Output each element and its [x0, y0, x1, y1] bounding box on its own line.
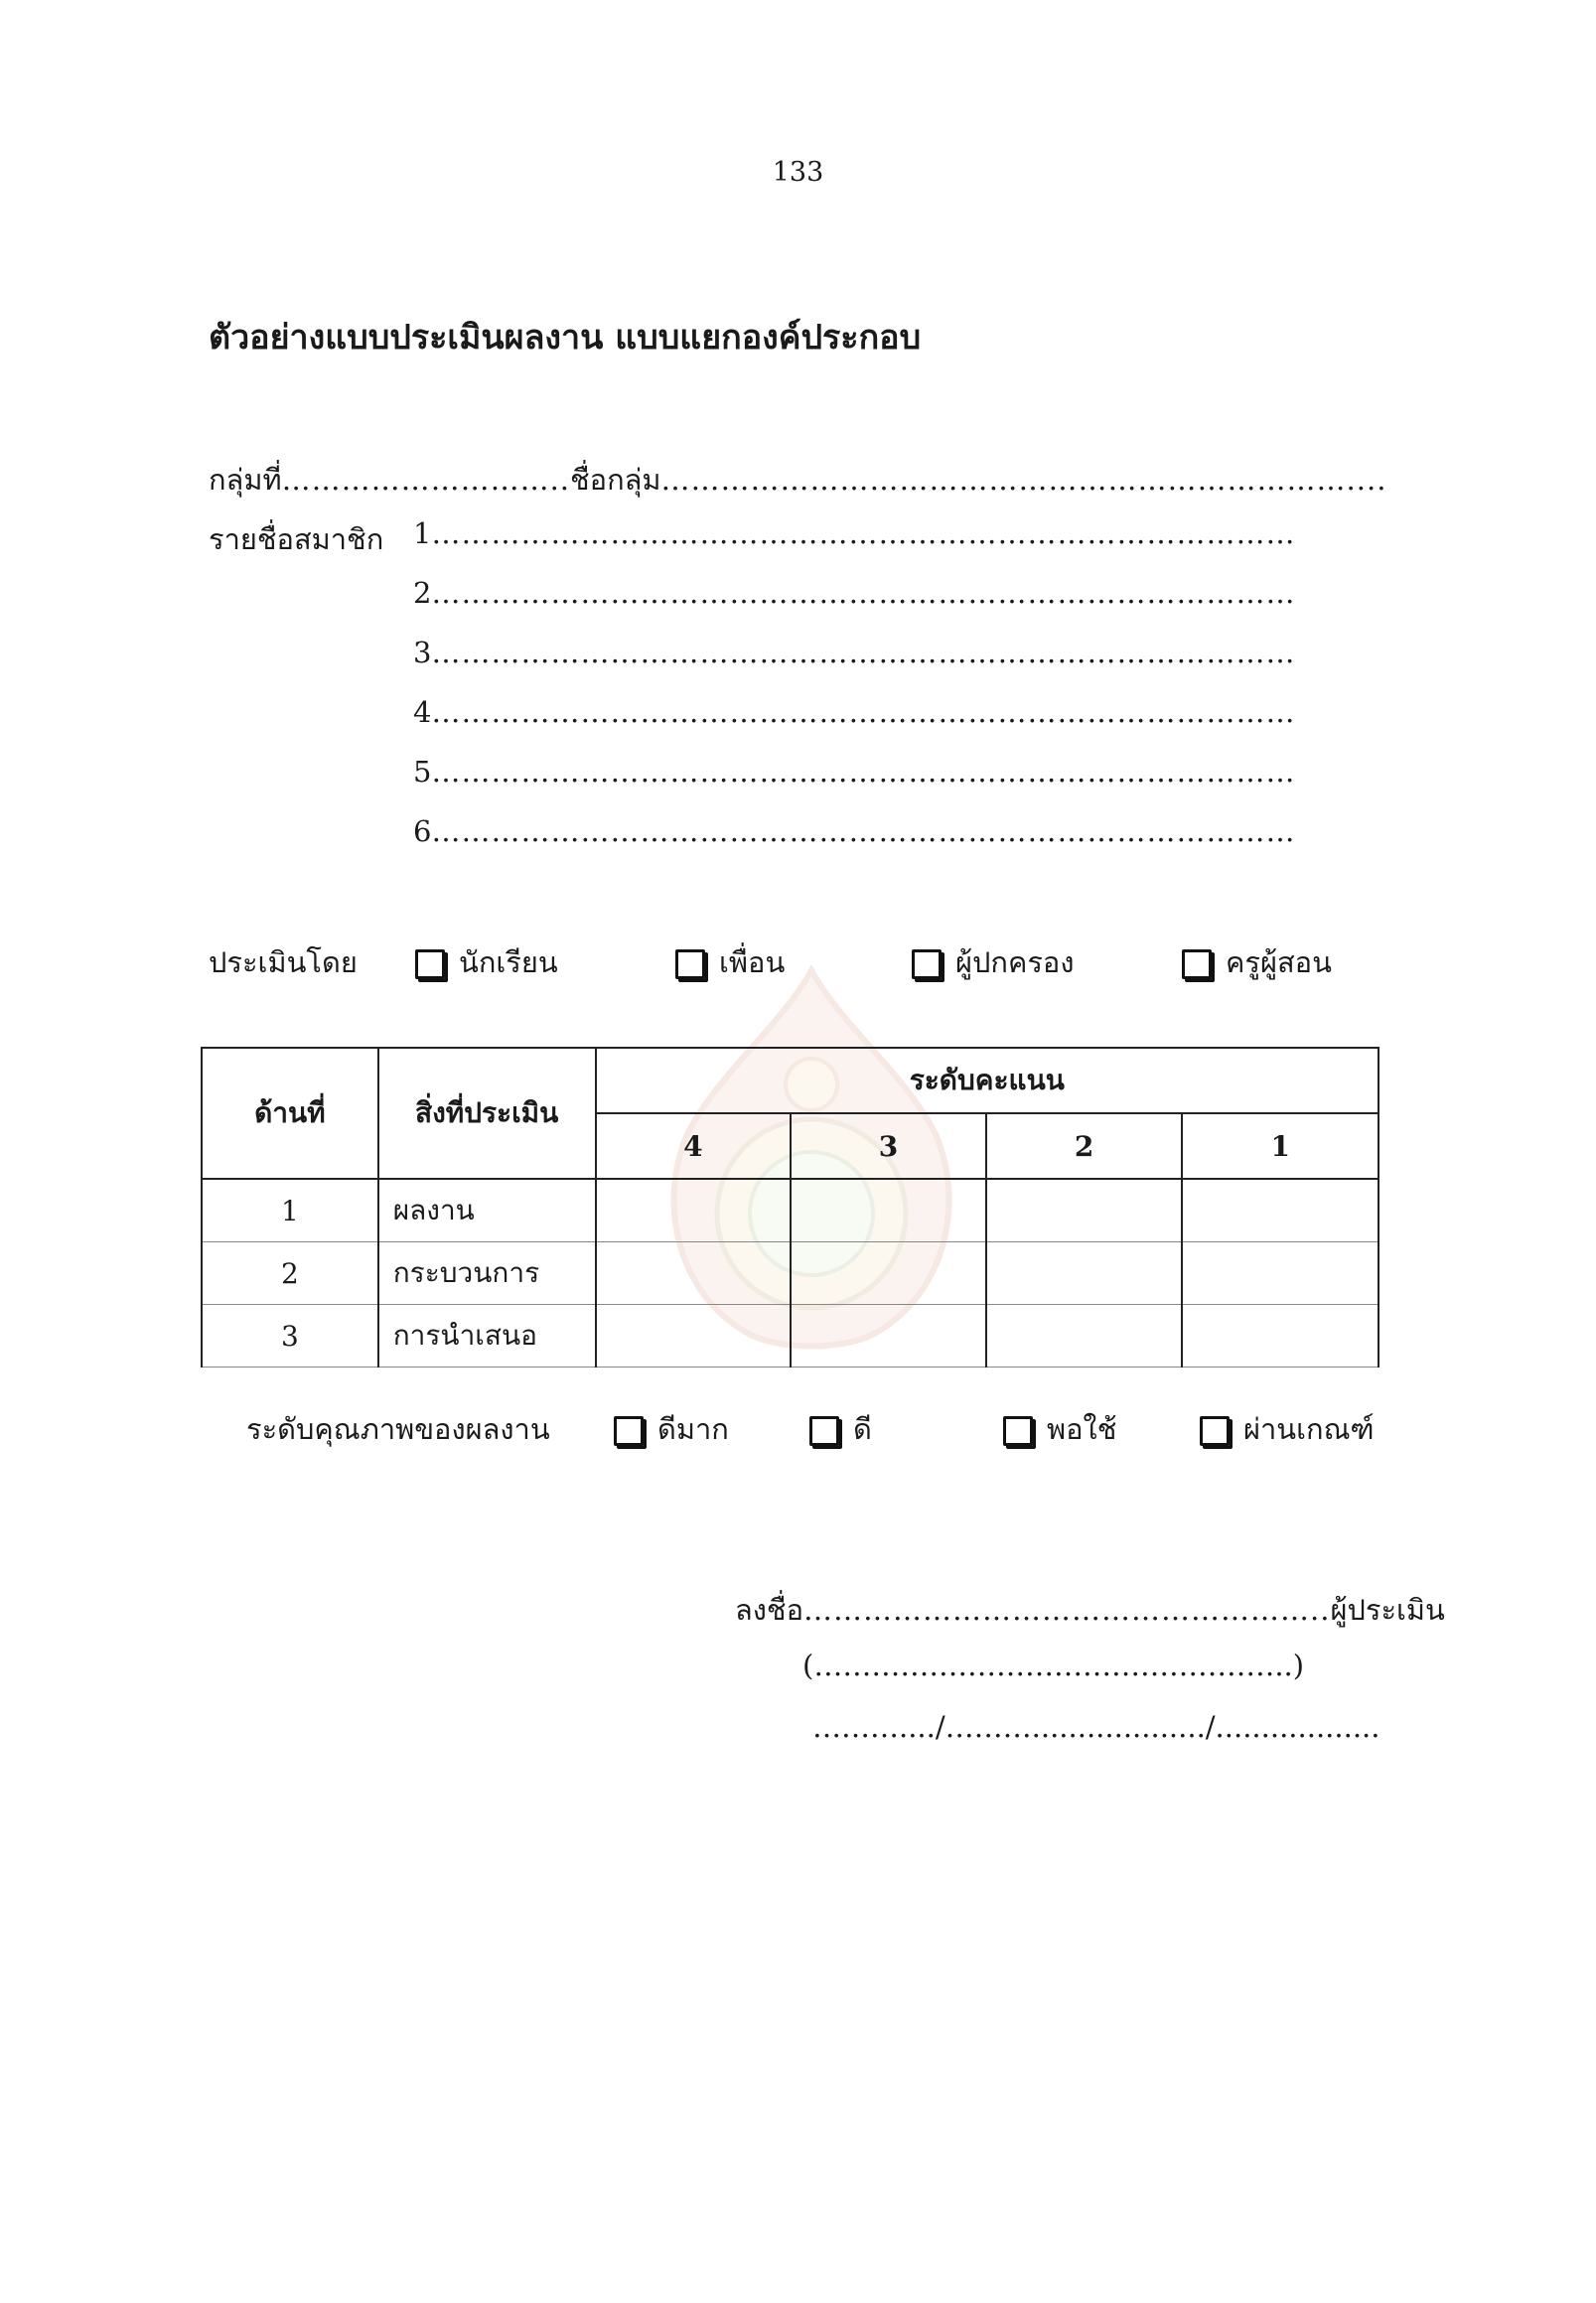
member-line [413, 755, 1295, 789]
checkbox-icon[interactable] [809, 1416, 839, 1446]
member-line [413, 814, 1295, 848]
evaluator-role: ผู้ประเมิน [1330, 1593, 1445, 1627]
header-item: สิ่งที่ประเมิน [378, 1048, 596, 1179]
table-row [202, 1305, 1378, 1367]
member-line [413, 695, 1295, 729]
score-cell[interactable] [596, 1305, 792, 1367]
evaluator-option-student[interactable] [415, 939, 558, 985]
option-label: ดีมาก [657, 1412, 729, 1446]
group-dots: ……………………….. [281, 463, 570, 497]
row-item: ผลงาน [378, 1179, 596, 1242]
header-score-level: ระดับคะแนน [596, 1048, 1378, 1113]
member-dots: …………………………………………………………………………… [431, 516, 1296, 550]
score-cell[interactable] [1182, 1305, 1378, 1367]
quality-label: ระดับคุณภาพของผลงาน [246, 1412, 550, 1446]
quality-option-fair[interactable] [1003, 1406, 1116, 1452]
header-score: 2 [986, 1113, 1183, 1179]
date-line: ………..../……….................../.................. [812, 1710, 1380, 1744]
quality-option-pass[interactable] [1200, 1406, 1375, 1452]
checkbox-icon[interactable] [415, 949, 445, 979]
member-dots: …………………………………………………………………………… [431, 755, 1296, 789]
row-item: การนำเสนอ [378, 1305, 596, 1367]
member-number: 2 [413, 576, 432, 610]
quality-option-excellent[interactable] [614, 1406, 729, 1452]
row-number: 3 [202, 1305, 378, 1367]
score-cell[interactable] [1182, 1179, 1378, 1242]
checkbox-icon[interactable] [1182, 949, 1212, 979]
quality-option-good[interactable] [809, 1406, 872, 1452]
score-cell[interactable] [596, 1179, 792, 1242]
option-label: พอใช้ [1047, 1412, 1117, 1446]
group-label: กลุ่มที่ [209, 463, 282, 497]
sign-dots: …………………………………………….. [803, 1593, 1331, 1627]
table-row [202, 1242, 1378, 1305]
row-item: กระบวนการ [378, 1242, 596, 1305]
group-line [209, 457, 1386, 503]
score-cell[interactable] [791, 1305, 986, 1367]
document-title: ตัวอย่างแบบประเมินผลงาน แบบแยกองค์ประกอบ [209, 318, 922, 358]
member-number: 5 [413, 755, 432, 789]
group-name-label: ชื่อกลุ่ม [570, 463, 661, 497]
option-label: ดี [853, 1412, 872, 1446]
evaluated-by-label: ประเมินโดย [209, 945, 358, 979]
score-cell[interactable] [1182, 1242, 1378, 1305]
option-label: เพื่อน [719, 945, 786, 979]
score-cell[interactable] [791, 1242, 986, 1305]
row-number: 2 [202, 1242, 378, 1305]
option-label: ผ่านเกณฑ์ [1243, 1412, 1375, 1446]
group-name-dots: …………………………………………………………….... [660, 463, 1387, 497]
sign-label: ลงชื่อ [735, 1593, 804, 1627]
member-line [413, 636, 1295, 669]
member-number: 3 [413, 636, 432, 669]
checkbox-icon[interactable] [1200, 1416, 1230, 1446]
member-number: 1 [413, 516, 432, 550]
header-aspect: ด้านที่ [202, 1048, 378, 1179]
score-cell[interactable] [986, 1242, 1183, 1305]
member-dots: …………………………………………………………………………… [431, 576, 1296, 610]
checkbox-icon[interactable] [614, 1416, 644, 1446]
score-cell[interactable] [986, 1305, 1183, 1367]
table-row [202, 1179, 1378, 1242]
evaluation-table [201, 1047, 1379, 1367]
evaluator-option-teacher[interactable] [1182, 939, 1332, 985]
member-line [413, 516, 1295, 550]
member-dots: …………………………………………………………………………… [431, 636, 1296, 669]
page-number: 133 [772, 157, 824, 188]
members-label: รายชื่อสมาชิก [209, 522, 384, 556]
signature-line [735, 1587, 1445, 1633]
header-score: 3 [791, 1113, 986, 1179]
member-number: 4 [413, 695, 432, 729]
header-score: 4 [596, 1113, 792, 1179]
option-label: ครูผู้สอน [1226, 945, 1332, 979]
option-label: ผู้ปกครอง [955, 945, 1075, 979]
checkbox-icon[interactable] [1003, 1416, 1033, 1446]
option-label: นักเรียน [459, 945, 558, 979]
member-number: 6 [413, 814, 432, 848]
row-number: 1 [202, 1179, 378, 1242]
name-line: (…………………………………………..) [802, 1649, 1305, 1682]
member-dots: …………………………………………………………………………… [431, 814, 1296, 848]
member-dots: …………………………………………………………………………… [431, 695, 1296, 729]
member-line [413, 576, 1295, 610]
header-score: 1 [1182, 1113, 1378, 1179]
score-cell[interactable] [986, 1179, 1183, 1242]
score-cell[interactable] [596, 1242, 792, 1305]
score-cell[interactable] [791, 1179, 986, 1242]
